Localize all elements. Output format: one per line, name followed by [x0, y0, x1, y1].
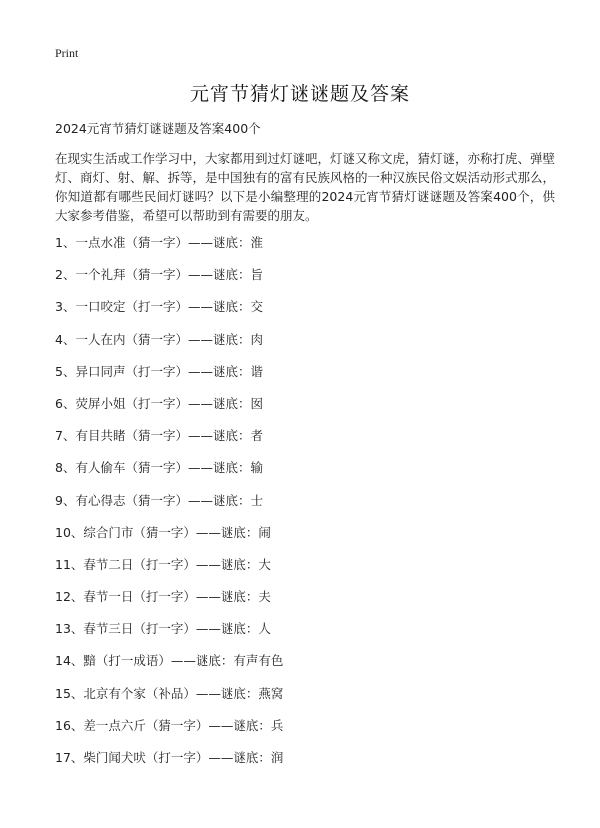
riddle-item: 7、有目共睹（猜一字）——谜底：者 [55, 428, 263, 444]
riddle-item: 13、春节三日（打一字）——谜底：人 [55, 621, 271, 637]
riddle-item: 14、黯（打一成语）——谜底：有声有色 [55, 653, 284, 669]
riddle-item: 10、综合门市（猜一字）——谜底：闹 [55, 524, 271, 540]
riddle-item: 11、春节二日（打一字）——谜底：大 [55, 556, 271, 572]
riddle-list [55, 234, 283, 781]
riddle-item: 6、荧屏小姐（打一字）——谜底：囡 [55, 395, 263, 411]
riddle-item: 5、异口同声（打一字）——谜底：谐 [55, 363, 263, 379]
page-subtitle: 2024元宵节猜灯谜谜题及答案400个 [55, 121, 261, 136]
print-link[interactable]: Print [55, 46, 79, 60]
riddle-item: 8、有人偷车（猜一字）——谜底：输 [55, 460, 263, 476]
riddle-item: 3、一口咬定（打一字）——谜底：交 [55, 299, 263, 315]
riddle-item: 16、差一点六斤（猜一字）——谜底：兵 [55, 717, 284, 733]
riddle-item: 15、北京有个家（补品）——谜底：燕窝 [55, 685, 284, 701]
riddle-item: 12、春节一日（打一字）——谜底：夫 [55, 589, 271, 605]
riddle-item: 2、一个礼拜（猜一字）——谜底：旨 [55, 267, 263, 283]
intro-paragraph: 在现实生活或工作学习中，大家都用到过灯谜吧，灯谜又称文虎，猜灯谜，亦称打虎、弹壁灯、商灯、射、解、拆等，是中国独有的富有民族风格的一种汉族民俗文娱活动形式那么，你知道都有哪些民间灯谜吗？以下是小编整理的2024元宵节猜灯谜谜题及答案400个，供大家参考借鉴，希望可以帮助到有需要的朋友。 [55, 151, 556, 223]
riddle-item: 17、柴门闻犬吠（打一字）——谜底：润 [55, 750, 284, 765]
riddle-item: 1、一点水准（猜一字）——谜底：淮 [55, 235, 263, 250]
riddle-item: 4、一人在内（猜一字）——谜底：肉 [55, 331, 263, 347]
page-title: 元宵节猜灯谜谜题及答案 [189, 83, 410, 105]
riddle-item: 9、有心得志（猜一字）——谜底：士 [55, 492, 263, 508]
